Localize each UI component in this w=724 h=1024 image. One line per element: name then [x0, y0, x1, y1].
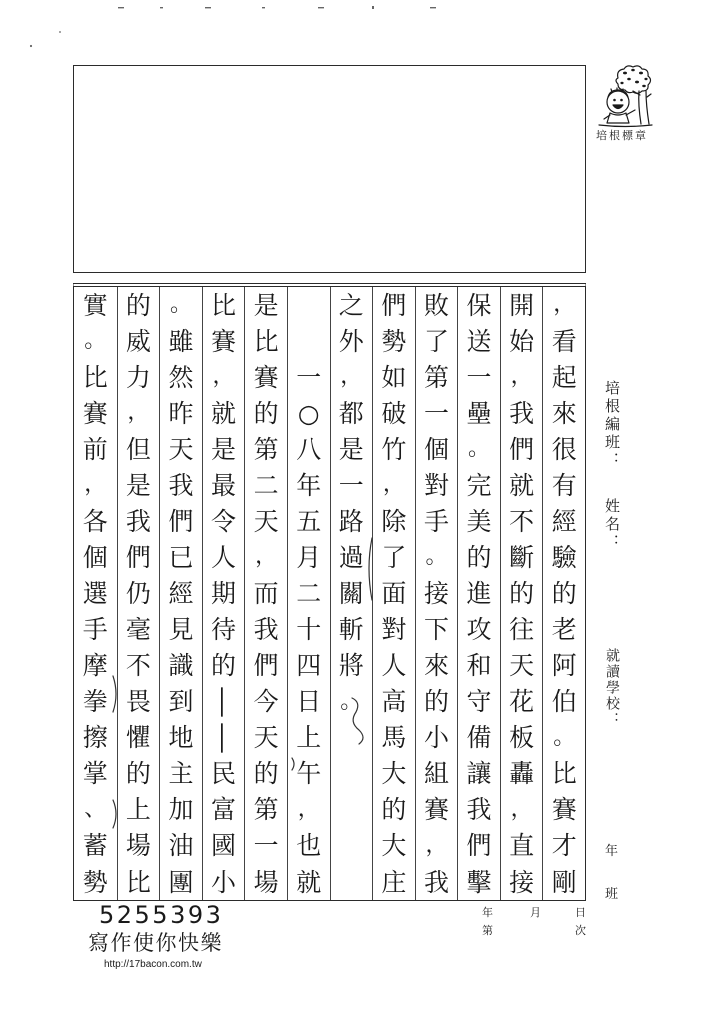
- grid-cell: 的: [551, 579, 577, 609]
- grid-cell: 是: [338, 434, 364, 464]
- grid-cell: 手: [82, 615, 108, 645]
- grid-column-8: [244, 287, 287, 900]
- grid-cell: 面: [381, 579, 407, 609]
- grid-cell: —: [209, 721, 239, 755]
- grid-cell: 大: [381, 831, 407, 861]
- grid-cell: 的: [253, 759, 279, 789]
- grid-cell: 天: [253, 723, 279, 753]
- grid-cell: 待: [211, 615, 237, 645]
- grid-column-7: [287, 287, 330, 900]
- grid-cell: 天: [509, 651, 535, 681]
- grid-cell: 比: [82, 362, 108, 392]
- grid-column-12: [74, 287, 117, 900]
- grid-cell: ，: [297, 796, 320, 822]
- grid-cell: ，: [510, 796, 533, 822]
- grid-cell: 國: [211, 831, 237, 861]
- grid-cell: 民: [211, 759, 237, 789]
- grid-cell: 阿: [551, 651, 577, 681]
- grid-cell: 摩: [82, 651, 108, 681]
- grid-cell: —: [209, 685, 239, 718]
- grid-cell: 的: [423, 687, 449, 717]
- grid-column-4: [415, 287, 458, 900]
- grid-cell: 也: [296, 831, 322, 861]
- grid-cell: 加: [168, 795, 194, 825]
- grid-cell: 是: [253, 290, 279, 320]
- grid-column-11: [117, 287, 160, 900]
- grid-cell: 才: [551, 831, 577, 861]
- grid-cell: 路: [338, 506, 364, 536]
- grid-cell: 們: [168, 506, 194, 536]
- grid-cell: 都: [338, 398, 364, 428]
- grid-cell: [331, 756, 373, 792]
- grid-cell: 畏: [125, 687, 151, 717]
- grid-cell: ○: [297, 398, 320, 428]
- grid-cell: 過: [338, 542, 364, 572]
- grid-cell: 是: [125, 470, 151, 500]
- grid-cell: 已: [168, 542, 194, 572]
- grid-cell: 雖: [168, 326, 194, 356]
- grid-cell: 來: [423, 651, 449, 681]
- grid-cell: ，: [553, 292, 576, 318]
- grid-cell: 上: [296, 723, 322, 753]
- grid-cell: 天: [168, 434, 194, 464]
- grid-column-3: [457, 287, 500, 900]
- grid-cell: 日: [296, 687, 322, 717]
- class-label: 培根編班：: [603, 380, 621, 470]
- grid-cell: 實: [82, 290, 108, 320]
- grid-cell: [331, 720, 373, 756]
- grid-cell: 蓄: [82, 831, 108, 861]
- grid-cell: 驗: [551, 542, 577, 572]
- grid-cell: 壘: [466, 398, 492, 428]
- grid-cell: 二: [296, 579, 322, 609]
- grid-cell: 各: [82, 506, 108, 536]
- grid-cell: [331, 828, 373, 864]
- grid-cell: 的: [125, 759, 151, 789]
- grid-cell: 接: [423, 579, 449, 609]
- grid-cell: 賽: [211, 326, 237, 356]
- grid-cell: 懼: [125, 723, 151, 753]
- grid-cell: 力: [125, 362, 151, 392]
- grid-cell: 守: [466, 687, 492, 717]
- date-times-label: 次: [575, 924, 586, 937]
- grid-cell: 庄: [381, 867, 407, 897]
- grid-cell: 比: [125, 867, 151, 897]
- grid-cell: 威: [125, 326, 151, 356]
- grid-cell: 賽: [82, 398, 108, 428]
- grid-cell: 始: [509, 326, 535, 356]
- grid-column-5: [372, 287, 415, 900]
- grid-cell: 就: [509, 470, 535, 500]
- grid-cell: 但: [125, 434, 151, 464]
- grid-cell: 仍: [125, 579, 151, 609]
- grid-cell: 的: [381, 795, 407, 825]
- grid-cell: 拳: [82, 687, 108, 717]
- grid-cell: 不: [125, 651, 151, 681]
- grid-cell: 主: [168, 759, 194, 789]
- grid-cell: 而: [253, 579, 279, 609]
- grid-cell: 如: [381, 362, 407, 392]
- grid-cell: 很: [551, 434, 577, 464]
- grid-cell: 我: [509, 398, 535, 428]
- date-year-label: 年: [482, 906, 493, 919]
- grid-cell: 團: [168, 867, 194, 897]
- grid-cell: 識: [168, 651, 194, 681]
- grid-cell: 最: [211, 470, 237, 500]
- grid-cell: 比: [253, 326, 279, 356]
- grid-cell: 大: [381, 759, 407, 789]
- grid-cell: 美: [466, 506, 492, 536]
- grid-cell: 賽: [253, 362, 279, 392]
- grid-cell: 竹: [381, 434, 407, 464]
- logo-caption: 培根標章: [596, 129, 648, 142]
- grid-cell: 到: [168, 687, 194, 717]
- grid-cell: 、: [84, 796, 107, 822]
- grid-cell: 看: [551, 326, 577, 356]
- teacher-comment-box: [73, 65, 586, 273]
- grid-cell: 我: [466, 795, 492, 825]
- grid-cell: 經: [551, 506, 577, 536]
- grid-cell: 攻: [466, 615, 492, 645]
- grid-cell: 。: [425, 544, 448, 570]
- grid-cell: 選: [82, 579, 108, 609]
- grid-cell: 期: [211, 579, 237, 609]
- grid-cell: 了: [381, 542, 407, 572]
- grid-cell: 。: [340, 688, 363, 714]
- grid-cell: 毫: [125, 615, 151, 645]
- grid-cell: 的: [509, 579, 535, 609]
- grid-cell: 的: [211, 651, 237, 681]
- grid-cell: ，: [212, 364, 235, 390]
- grid-cell: 除: [381, 506, 407, 536]
- grid-cell: 讓: [466, 759, 492, 789]
- grid-cell: 花: [509, 687, 535, 717]
- grid-cell: 的: [125, 290, 151, 320]
- grid-cell: 的: [253, 398, 279, 428]
- grid-cell: 外: [338, 326, 364, 356]
- grid-cell: 。: [84, 328, 107, 354]
- grid-cell: 午: [296, 759, 322, 789]
- mascot-tree-svg: [596, 64, 654, 128]
- grid-column-2: [500, 287, 543, 900]
- grid-cell: 板: [509, 723, 535, 753]
- grid-cell: ，: [382, 472, 405, 498]
- grid-cell: 個: [82, 542, 108, 572]
- grid-cell: 就: [211, 398, 237, 428]
- grid-cell: 十: [296, 615, 322, 645]
- grid-cell: 老: [551, 615, 577, 645]
- grid-cell: 轟: [509, 759, 535, 789]
- grid-cell: 賽: [423, 795, 449, 825]
- grid-cell: 組: [423, 759, 449, 789]
- grid-cell: 斬: [338, 615, 364, 645]
- grid-cell: ，: [510, 364, 533, 390]
- grid-cell: 們: [509, 434, 535, 464]
- grid-cell: 場: [253, 867, 279, 897]
- grid-cell: 昨: [168, 398, 194, 428]
- grid-cell: 比: [551, 759, 577, 789]
- grid-cell: 們: [253, 651, 279, 681]
- grid-cell: 保: [466, 290, 492, 320]
- grid-column-1: [542, 287, 585, 900]
- grid-cell: [288, 323, 330, 359]
- grid-cell: 月: [296, 542, 322, 572]
- footer-slogan: 寫作使你快樂: [88, 931, 223, 955]
- grid-cell: 富: [211, 795, 237, 825]
- grid-cell: 見: [168, 615, 194, 645]
- grid-cell: ，: [84, 472, 107, 498]
- grid-cell: 一: [296, 362, 322, 392]
- date-nth-label: 第: [482, 924, 493, 937]
- grid-cell: 。: [553, 724, 576, 750]
- grid-cell: 手: [423, 506, 449, 536]
- grid-cell: 第: [253, 434, 279, 464]
- grid-cell: 就: [296, 867, 322, 897]
- grid-cell: ，: [255, 544, 278, 570]
- grid-cell: 小: [423, 723, 449, 753]
- grid-cell: 我: [168, 470, 194, 500]
- grid-cell: 二: [253, 470, 279, 500]
- grid-cell: 今: [253, 687, 279, 717]
- grid-cell: 們: [381, 290, 407, 320]
- grid-cell: 比: [211, 290, 237, 320]
- grid-cell: 八: [296, 434, 322, 464]
- grid-cell: 地: [168, 723, 194, 753]
- grid-cell: 擦: [82, 723, 108, 753]
- grid-cell: 場: [125, 831, 151, 861]
- grid-cell: ，: [127, 400, 150, 426]
- grid-cell: 然: [168, 362, 194, 392]
- grid-cell: 上: [125, 795, 151, 825]
- grid-cell: 進: [466, 579, 492, 609]
- grid-cell: [288, 287, 330, 323]
- grid-cell: 起: [551, 362, 577, 392]
- school-label: 就讀學校：: [604, 648, 620, 728]
- grid-cell: 敗: [423, 290, 449, 320]
- class-suffix-label: 班: [605, 887, 619, 902]
- grid-cell: [331, 864, 373, 900]
- grid-cell: [331, 792, 373, 828]
- grid-cell: 我: [253, 615, 279, 645]
- grid-cell: ，: [340, 364, 363, 390]
- grid-cell: 備: [466, 723, 492, 753]
- grid-cell: 令: [211, 506, 237, 536]
- grid-cell: 破: [381, 398, 407, 428]
- grid-cell: 第: [423, 362, 449, 392]
- grid-cell: 斷: [509, 542, 535, 572]
- grid-cell: 對: [381, 615, 407, 645]
- grid-cell: 是: [211, 434, 237, 464]
- grid-cell: 。: [169, 292, 192, 318]
- grid-cell: 馬: [381, 723, 407, 753]
- grid-cell: 對: [423, 470, 449, 500]
- grid-cell: 。: [468, 436, 491, 462]
- grid-cell: 勢: [381, 326, 407, 356]
- grid-cell: 的: [466, 542, 492, 572]
- grid-cell: 來: [551, 398, 577, 428]
- composition-grid: [73, 283, 586, 901]
- grid-cell: 一: [423, 398, 449, 428]
- grid-cell: 往: [509, 615, 535, 645]
- grid-cell: 關: [338, 579, 364, 609]
- grid-cell: 將: [338, 651, 364, 681]
- grid-cell: 們: [125, 542, 151, 572]
- grid-cell: 我: [423, 867, 449, 897]
- date-month-label: 月: [530, 906, 541, 919]
- grid-column-9: [202, 287, 245, 900]
- grid-cell: 下: [423, 615, 449, 645]
- grid-cell: 我: [125, 506, 151, 536]
- grid-cell: 前: [82, 434, 108, 464]
- footer-url: http://17bacon.com.tw: [104, 959, 202, 970]
- grid-cell: 五: [296, 506, 322, 536]
- grid-cell: 賽: [551, 795, 577, 825]
- grid-cell: 高: [381, 687, 407, 717]
- grid-cell: 經: [168, 579, 194, 609]
- grid-cell: 人: [211, 542, 237, 572]
- grid-cell: 完: [466, 470, 492, 500]
- grid-cell: 有: [551, 470, 577, 500]
- grid-cell: 送: [466, 326, 492, 356]
- grid-cell: 一: [253, 831, 279, 861]
- grid-cell: 人: [381, 651, 407, 681]
- grid-cell: 掌: [82, 759, 108, 789]
- grid-cell: 勢: [82, 867, 108, 897]
- grid-cell: 之: [338, 290, 364, 320]
- grid-cell: 四: [296, 651, 322, 681]
- grid-column-10: [159, 287, 202, 900]
- grid-cell: 剛: [551, 867, 577, 897]
- mascot-tree-icon: [596, 64, 654, 128]
- grid-cell: 伯: [551, 687, 577, 717]
- grid-cell: 一: [466, 362, 492, 392]
- grid-cell: 開: [509, 290, 535, 320]
- grid-cell: 直: [509, 831, 535, 861]
- grid-cell: 接: [509, 867, 535, 897]
- grid-cell: 年: [296, 470, 322, 500]
- grid-cell: 和: [466, 651, 492, 681]
- grade-label: 年: [605, 844, 619, 859]
- grid-cell: 小: [211, 867, 237, 897]
- grid-cell: 們: [466, 831, 492, 861]
- grid-cell: ，: [425, 832, 448, 858]
- grid-cell: 了: [423, 326, 449, 356]
- grid-cell: 天: [253, 506, 279, 536]
- grid-cell: 第: [253, 795, 279, 825]
- grid-cell: 擊: [466, 867, 492, 897]
- grid-cell: 油: [168, 831, 194, 861]
- grid-column-6: [330, 287, 373, 900]
- grid-cell: 個: [423, 434, 449, 464]
- footer-code: 5255393: [99, 901, 224, 929]
- name-label: 姓名：: [603, 498, 621, 552]
- grid-cell: 不: [509, 506, 535, 536]
- date-day-label: 日: [575, 906, 586, 919]
- grid-cell: 一: [338, 470, 364, 500]
